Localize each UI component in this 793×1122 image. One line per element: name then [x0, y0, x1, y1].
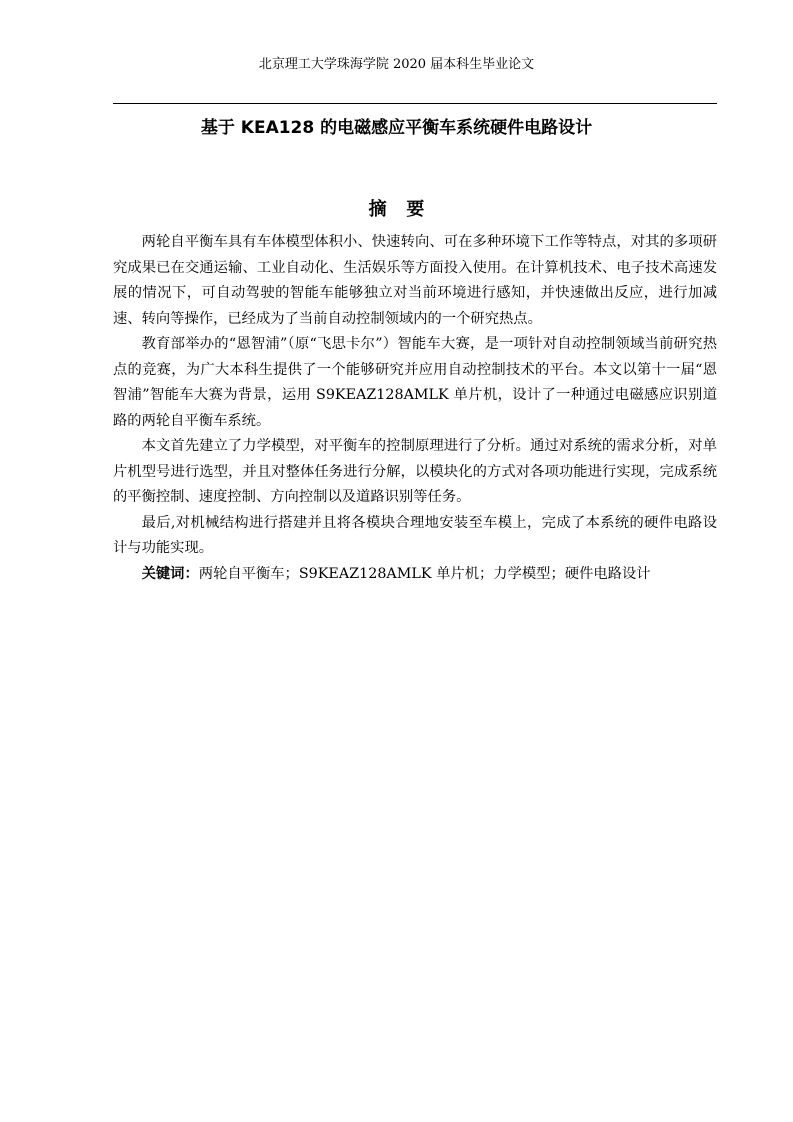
abstract-paragraph: 最后,对机械结构进行搭建并且将各模块合理地安装至车模上，完成了本系统的硬件电路设计与功能实现。: [113, 514, 717, 556]
abstract-paragraph: 本文首先建立了力学模型，对平衡车的控制原理进行了分析。通过对系统的需求分析，对单片机型号进行选型，并且对整体任务进行分解，以模块化的方式对各项功能进行实现，完成系统的平衡控制、速度控制、方向控制以及道路识别等任务。: [113, 438, 717, 505]
keywords-line: [113, 562, 717, 588]
header-rule: [113, 103, 717, 104]
paper-title: 基于 KEA128 的电磁感应平衡车系统硬件电路设计: [200, 118, 593, 138]
abstract-heading: 摘要: [368, 199, 445, 220]
abstract-body: [113, 230, 717, 587]
running-header: 北京理工大学珠海学院 2020 届本科生毕业论文: [258, 57, 535, 72]
abstract-paragraph: 两轮自平衡车具有车体模型体积小、快速转向、可在多种环境下工作等特点，对其的多项研究成果已在交通运输、工业自动化、生活娱乐等方面投入使用。在计算机技术、电子技术高速发展的情况下，可自动驾驶的智能车能够独立对当前环境进行感知，并快速做出反应，进行加减速、转向等操作，已经成为了当前自动控制领域内的一个研究热点。: [113, 234, 717, 327]
keywords-label: 关键词：: [141, 565, 199, 582]
abstract-paragraph: 教育部举办的“恩智浦”（原“飞思卡尔”）智能车大赛，是一项针对自动控制领域当前研究热点的竞赛，为广大本科生提供了一个能够研究并应用自动控制技术的平台。本文以第十一届“恩智浦”智能车大赛为背景，运用 S9KEAZ128AMLK 单片机，设计了一种通过电磁感应识别道路的两轮自平衡车系统。: [113, 336, 717, 429]
keywords-text: 两轮自平衡车；S9KEAZ128AMLK 单片机；力学模型；硬件电路设计: [198, 565, 651, 582]
